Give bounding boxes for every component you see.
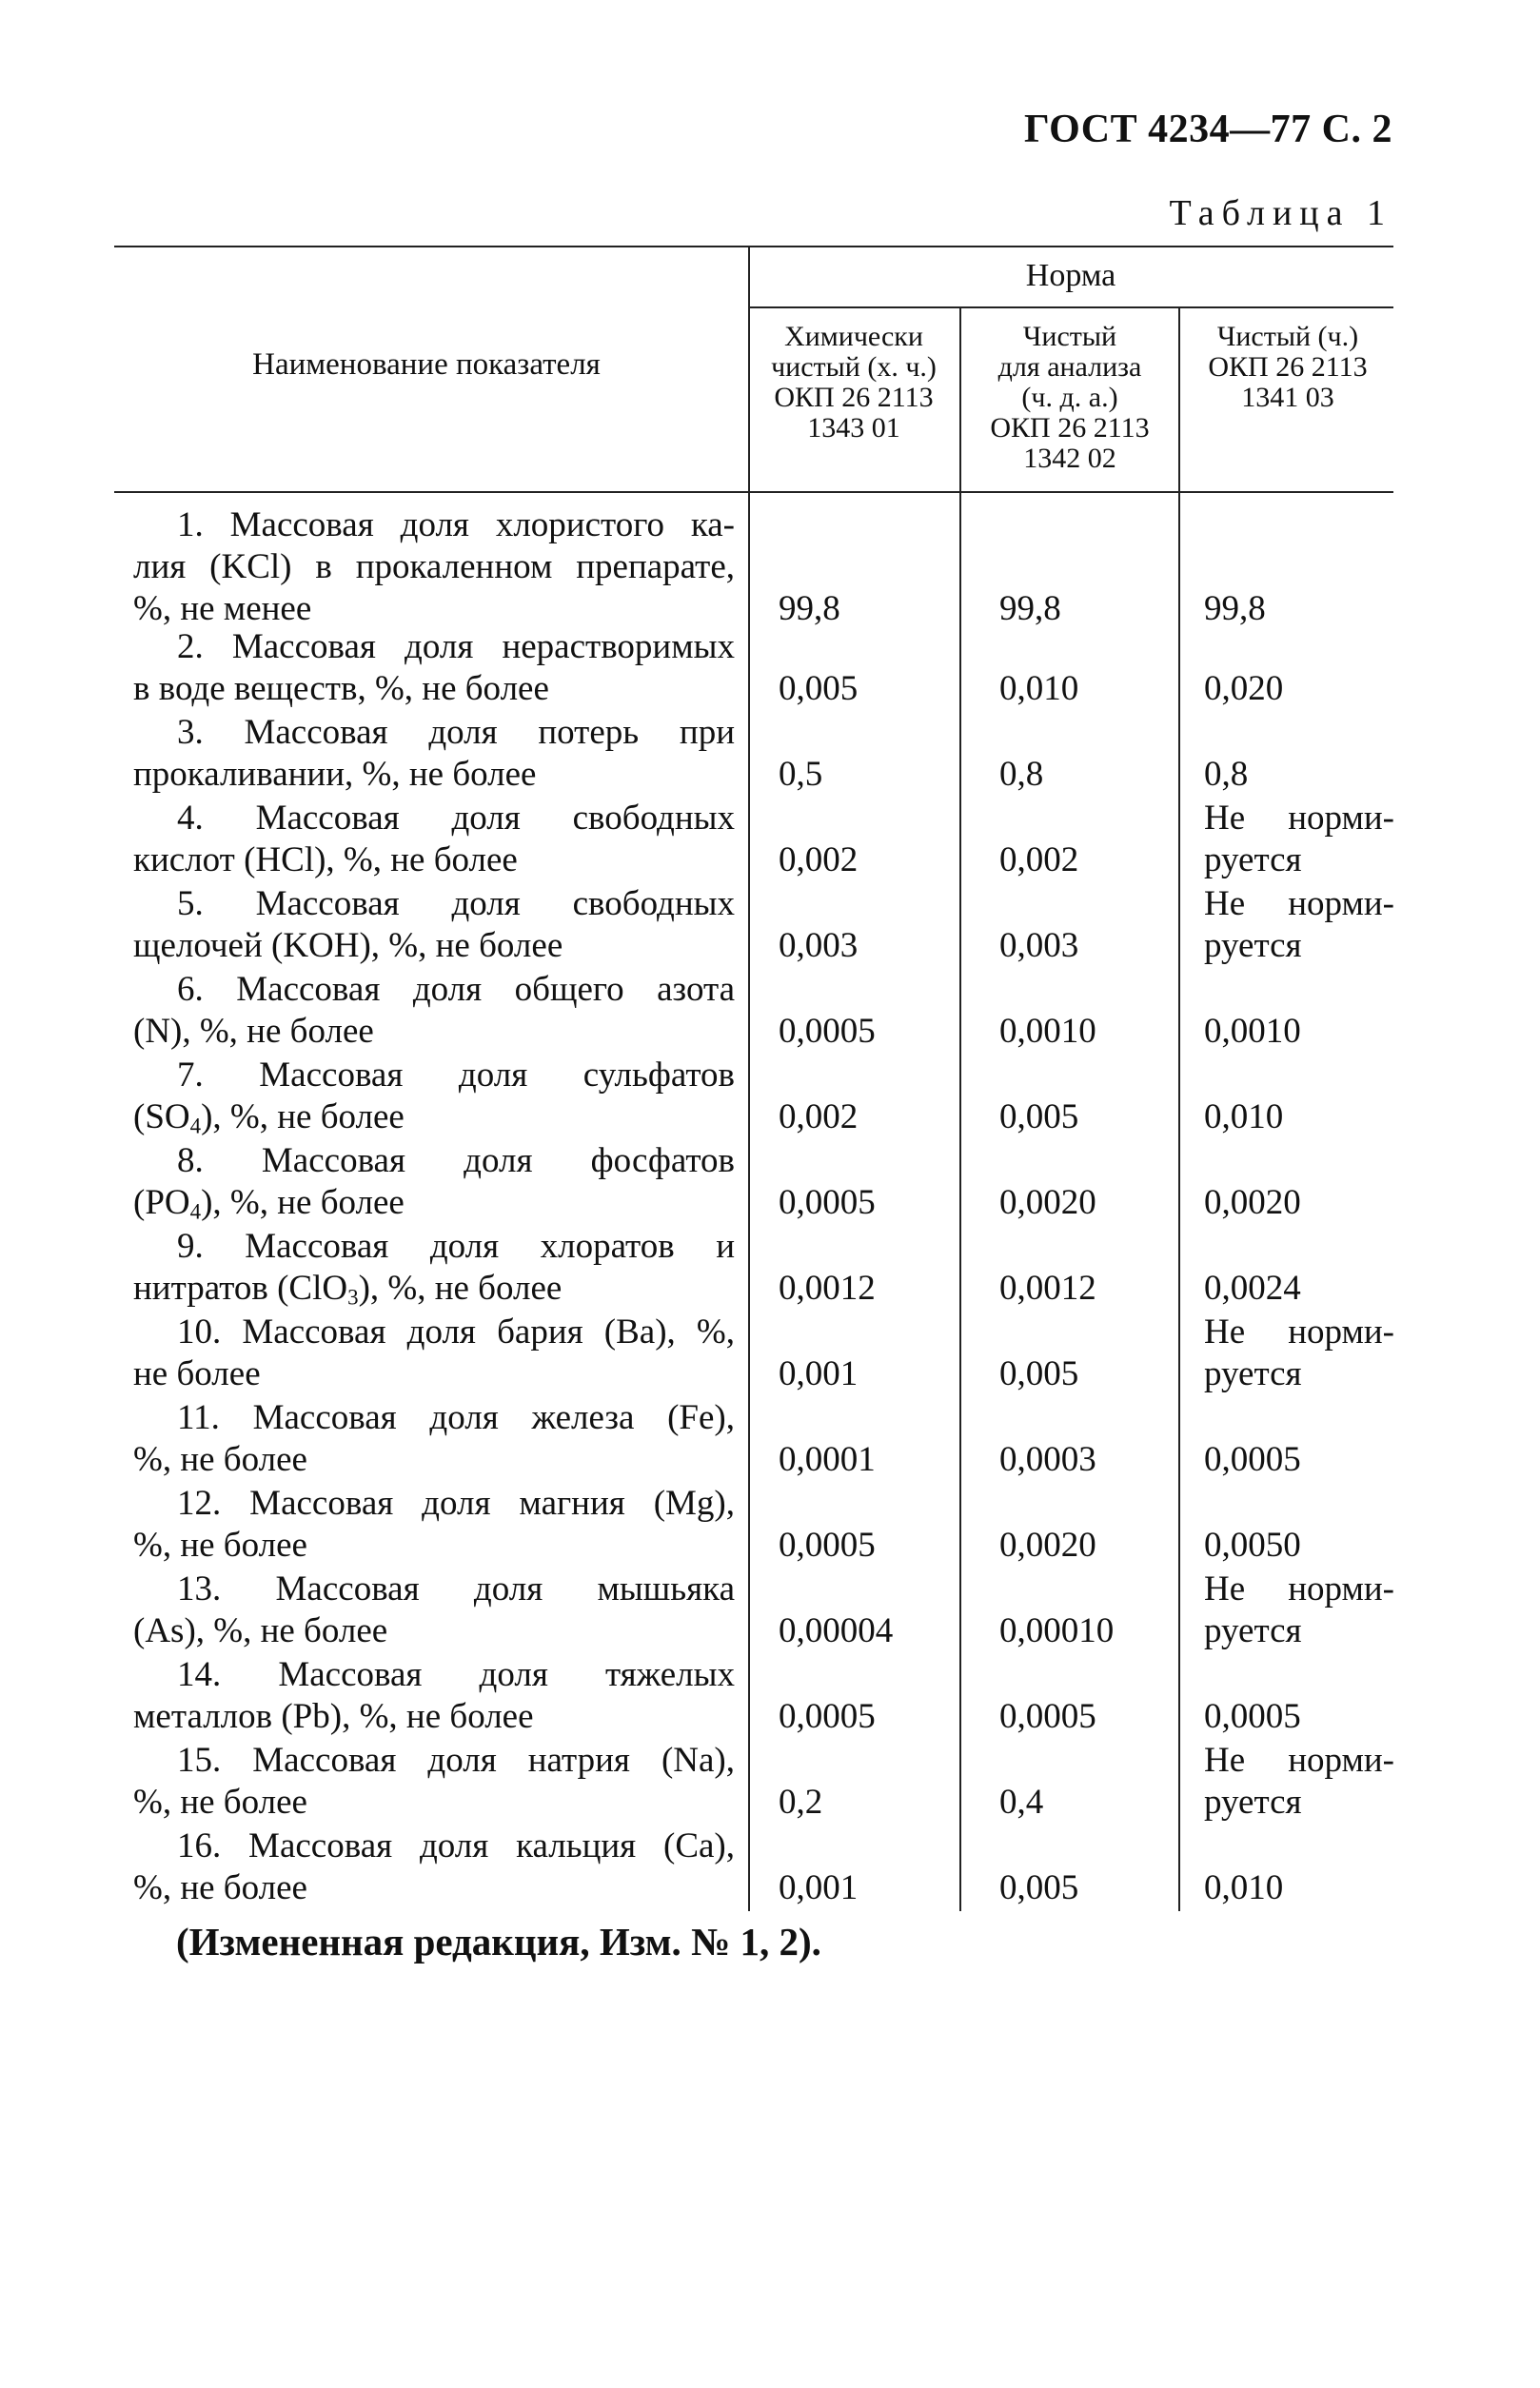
norm-value-line: 0,0010 bbox=[1204, 1012, 1301, 1051]
grade-column-header-line: 1343 01 bbox=[807, 412, 900, 444]
norm-value bbox=[999, 668, 1078, 710]
norm-value-line: 99,8 bbox=[999, 589, 1061, 628]
norm-value-line: 0,2 bbox=[779, 1783, 823, 1822]
indicator-header: Наименование показателя bbox=[252, 347, 601, 382]
indicator-name-line: %, не более bbox=[133, 1526, 307, 1565]
norm-value-line: Не норми- bbox=[1204, 1741, 1394, 1780]
indicator-name-line: (As), %, не более bbox=[133, 1611, 388, 1650]
norm-value-line: 0,003 bbox=[779, 926, 859, 965]
norm-value-line: 0,0020 bbox=[1204, 1183, 1301, 1222]
indicator-name-line: металлов (Pb), %, не более bbox=[133, 1697, 534, 1736]
norm-value bbox=[779, 1610, 893, 1652]
norm-value-line: 0,0005 bbox=[779, 1526, 876, 1565]
norm-value-line: 0,005 bbox=[999, 1097, 1079, 1136]
norm-value bbox=[1204, 1740, 1394, 1824]
norm-value bbox=[1204, 588, 1266, 630]
grade-column-header bbox=[963, 322, 1176, 474]
norm-value bbox=[779, 1782, 822, 1824]
norm-value bbox=[999, 925, 1078, 967]
norm-value bbox=[779, 668, 858, 710]
norm-value bbox=[999, 1696, 1096, 1738]
indicator-name bbox=[133, 969, 735, 1053]
indicator-name-line: щелочей (KOH), %, не более bbox=[133, 926, 563, 965]
indicator-name bbox=[133, 1826, 735, 1909]
indicator-name-line: 11. Массовая доля железа (Fe), bbox=[177, 1398, 735, 1437]
norm-value-line: руется bbox=[1204, 1783, 1302, 1822]
norm-value bbox=[1204, 1096, 1283, 1138]
indicator-name-line: 2. Массовая доля нерастворимых bbox=[177, 627, 735, 666]
norm-value-line: 0,001 bbox=[779, 1868, 859, 1907]
norm-value-line: 0,010 bbox=[999, 669, 1079, 708]
grade-column-header bbox=[752, 322, 956, 444]
norm-value-line: 0,0005 bbox=[779, 1183, 876, 1222]
norm-value bbox=[1204, 798, 1394, 881]
norm-value bbox=[1204, 668, 1283, 710]
norm-value bbox=[1204, 1569, 1394, 1652]
norm-value bbox=[999, 1439, 1096, 1481]
norm-value bbox=[999, 588, 1061, 630]
norm-value-line: 0,0050 bbox=[1204, 1526, 1301, 1565]
indicator-name-line: в воде веществ, %, не более bbox=[133, 669, 549, 708]
norm-value-line: руется bbox=[1204, 1611, 1302, 1650]
norm-value-line: 0,00004 bbox=[779, 1611, 894, 1650]
norm-value bbox=[779, 1182, 876, 1224]
norm-value bbox=[999, 1525, 1096, 1567]
norm-value-line: 99,8 bbox=[1204, 589, 1266, 628]
norm-value bbox=[1204, 1268, 1301, 1310]
indicator-name-line: 1. Массовая доля хлористого ка- bbox=[177, 505, 735, 544]
norm-value-line: руется bbox=[1204, 840, 1302, 879]
indicator-name bbox=[133, 504, 735, 630]
norm-value-line: 0,010 bbox=[1204, 1868, 1284, 1907]
norma-under-rule bbox=[748, 306, 1393, 308]
norm-value-line: 0,0005 bbox=[779, 1697, 876, 1736]
norm-value bbox=[1204, 1011, 1301, 1053]
norm-value bbox=[779, 1096, 858, 1138]
indicator-name-line: %, не более bbox=[133, 1868, 307, 1907]
grade-column-header-line: Чистый (ч.) bbox=[1216, 321, 1359, 352]
indicator-name bbox=[133, 1226, 735, 1319]
indicator-name-line: %, не менее bbox=[133, 589, 312, 628]
norm-value bbox=[999, 1610, 1114, 1652]
norm-value-line: 99,8 bbox=[779, 589, 840, 628]
norm-value-line: 0,0005 bbox=[1204, 1697, 1301, 1736]
indicator-name bbox=[133, 1740, 735, 1824]
norm-value-line: Не норми- bbox=[1204, 799, 1394, 838]
norm-value-line: 0,00010 bbox=[999, 1611, 1115, 1650]
indicator-name-line: 16. Массовая доля кальция (Ca), bbox=[177, 1826, 735, 1865]
norm-value-line: руется bbox=[1204, 1354, 1302, 1393]
norm-value bbox=[779, 1867, 858, 1909]
indicator-name bbox=[133, 626, 735, 710]
norm-value bbox=[999, 1182, 1096, 1224]
grade-column-header-line: 1341 03 bbox=[1241, 382, 1334, 413]
norm-value-line: 0,0003 bbox=[999, 1440, 1096, 1479]
indicator-name bbox=[133, 1483, 735, 1567]
norm-value-line: 0,5 bbox=[779, 755, 823, 794]
norm-value bbox=[1204, 754, 1248, 796]
grade-column-header-line: ОКП 26 2113 bbox=[990, 412, 1150, 444]
grade-column-header-line: (ч. д. а.) bbox=[1021, 382, 1118, 413]
norm-value-line: 0,0020 bbox=[999, 1526, 1096, 1565]
indicator-name-line: 9. Массовая доля хлоратов и bbox=[177, 1227, 735, 1266]
norm-value bbox=[1204, 1439, 1301, 1481]
indicator-name bbox=[133, 1397, 735, 1481]
indicator-name-line: 7. Массовая доля сульфатов bbox=[177, 1056, 735, 1095]
norm-value-line: 0,8 bbox=[999, 755, 1044, 794]
norm-value bbox=[779, 754, 822, 796]
norm-value bbox=[999, 1353, 1078, 1395]
norm-value-line: 0,0012 bbox=[999, 1269, 1096, 1308]
col-divider-2 bbox=[959, 306, 961, 1911]
norm-value-line: 0,0005 bbox=[779, 1012, 876, 1051]
norm-value-line: 0,0020 bbox=[999, 1183, 1096, 1222]
norm-value-line: 0,002 bbox=[999, 840, 1079, 879]
indicator-name-line: 4. Массовая доля свободных bbox=[177, 799, 735, 838]
grade-column-header bbox=[1182, 322, 1393, 413]
grade-column-header-line: ОКП 26 2113 bbox=[774, 382, 934, 413]
grade-column-header-line: чистый (х. ч.) bbox=[771, 351, 937, 383]
norma-header: Норма bbox=[1025, 258, 1116, 293]
col-divider-3 bbox=[1178, 306, 1180, 1911]
table-top-rule bbox=[114, 246, 1393, 247]
norm-value-line: 0,0005 bbox=[999, 1697, 1096, 1736]
norm-value bbox=[1204, 1312, 1394, 1395]
norm-value-line: 0,0024 bbox=[1204, 1269, 1301, 1308]
indicator-name-line: 3. Массовая доля потерь при bbox=[177, 713, 735, 752]
norm-value-line: 0,010 bbox=[1204, 1097, 1284, 1136]
norm-value-line: Не норми- bbox=[1204, 1569, 1394, 1608]
norm-value bbox=[1204, 1182, 1301, 1224]
indicator-name-line: кислот (HCl), %, не более bbox=[133, 840, 518, 879]
indicator-name bbox=[133, 1654, 735, 1738]
grade-column-header-line: Химически bbox=[784, 321, 923, 352]
indicator-name-line: (N), %, не более bbox=[133, 1012, 374, 1051]
indicator-name-line: 8. Массовая доля фосфатов bbox=[177, 1141, 735, 1180]
indicator-name bbox=[133, 1312, 735, 1395]
norm-value-line: 0,0012 bbox=[779, 1269, 876, 1308]
norm-value-line: 0,4 bbox=[999, 1783, 1044, 1822]
indicator-name-line: %, не более bbox=[133, 1440, 307, 1479]
grade-column-header-line: для анализа bbox=[997, 351, 1142, 383]
norm-value bbox=[999, 1867, 1078, 1909]
indicator-name bbox=[133, 1569, 735, 1652]
norm-value-line: руется bbox=[1204, 926, 1302, 965]
norm-value-line: 0,020 bbox=[1204, 669, 1284, 708]
indicator-name-line: %, не более bbox=[133, 1783, 307, 1822]
norm-value-line: 0,003 bbox=[999, 926, 1079, 965]
indicator-name-line: лия (KCl) в прокаленном препарате, bbox=[133, 547, 735, 586]
indicator-name-line: 5. Массовая доля свободных bbox=[177, 884, 735, 923]
norm-value bbox=[1204, 1525, 1301, 1567]
indicator-name bbox=[133, 1055, 735, 1148]
norm-value-line: 0,001 bbox=[779, 1354, 859, 1393]
norm-value bbox=[999, 1011, 1096, 1053]
indicator-name bbox=[133, 712, 735, 796]
indicator-name-line: $(PO_4)$, %, не более bbox=[133, 1183, 405, 1224]
norm-value-line: 0,002 bbox=[779, 840, 859, 879]
norm-value-line: Не норми- bbox=[1204, 1312, 1394, 1352]
norm-value bbox=[779, 925, 858, 967]
norm-value bbox=[779, 588, 840, 630]
indicator-name bbox=[133, 798, 735, 881]
grade-column-header-line: Чистый bbox=[1022, 321, 1117, 352]
norm-value bbox=[999, 1268, 1096, 1310]
norm-value-line: 0,005 bbox=[779, 669, 859, 708]
indicator-name-line: 15. Массовая доля натрия (Na), bbox=[177, 1741, 735, 1780]
indicator-name-line: прокаливании, %, не более bbox=[133, 755, 537, 794]
indicator-name-line: $(SO_4)$, %, не более bbox=[133, 1097, 405, 1138]
norm-value bbox=[1204, 883, 1394, 967]
norm-value-line: Не норми- bbox=[1204, 884, 1394, 923]
norm-value-line: 0,005 bbox=[999, 1868, 1079, 1907]
norm-value bbox=[1204, 1696, 1301, 1738]
norm-value bbox=[999, 1096, 1078, 1138]
norm-value bbox=[779, 1011, 876, 1053]
norm-value bbox=[1204, 1867, 1283, 1909]
indicator-name-line: 14. Массовая доля тяжелых bbox=[177, 1655, 735, 1694]
norm-value bbox=[999, 1782, 1043, 1824]
norm-value-line: 0,8 bbox=[1204, 755, 1249, 794]
amendment-note: (Измененная редакция, Изм. № 1, 2). bbox=[176, 1920, 821, 1964]
grade-column-header-line: 1342 02 bbox=[1023, 443, 1116, 474]
norm-value-line: 0,002 bbox=[779, 1097, 859, 1136]
indicator-name-line: 6. Массовая доля общего азота bbox=[177, 970, 735, 1009]
indicator-name bbox=[133, 1140, 735, 1233]
norm-value bbox=[779, 839, 858, 881]
grade-column-header-line: ОКП 26 2113 bbox=[1208, 351, 1368, 383]
norm-value bbox=[779, 1696, 876, 1738]
norm-value bbox=[779, 1525, 876, 1567]
indicator-name-line: не более bbox=[133, 1354, 261, 1393]
norm-value bbox=[999, 839, 1078, 881]
indicator-name-line: нитратов (ClO$_3$), %, не более bbox=[133, 1269, 563, 1310]
norm-value bbox=[779, 1439, 876, 1481]
norm-value bbox=[779, 1353, 858, 1395]
norm-value bbox=[999, 754, 1043, 796]
col-divider-1 bbox=[748, 246, 750, 1911]
norm-value-line: 0,0005 bbox=[1204, 1440, 1301, 1479]
norm-value-line: 0,005 bbox=[999, 1354, 1079, 1393]
page-header: ГОСТ 4234—77 С. 2 bbox=[1023, 108, 1392, 151]
table-title: Таблица 1 bbox=[1169, 193, 1392, 233]
norm-value-line: 0,0010 bbox=[999, 1012, 1096, 1051]
norm-value bbox=[779, 1268, 876, 1310]
norm-value-line: 0,0001 bbox=[779, 1440, 876, 1479]
header-bottom-rule bbox=[114, 491, 1393, 493]
indicator-name-line: 13. Массовая доля мышьяка bbox=[177, 1569, 735, 1608]
indicator-name-line: 10. Массовая доля бария (Ba), %, bbox=[177, 1312, 735, 1352]
indicator-name-line: 12. Массовая доля магния (Mg), bbox=[177, 1484, 735, 1523]
indicator-name bbox=[133, 883, 735, 967]
